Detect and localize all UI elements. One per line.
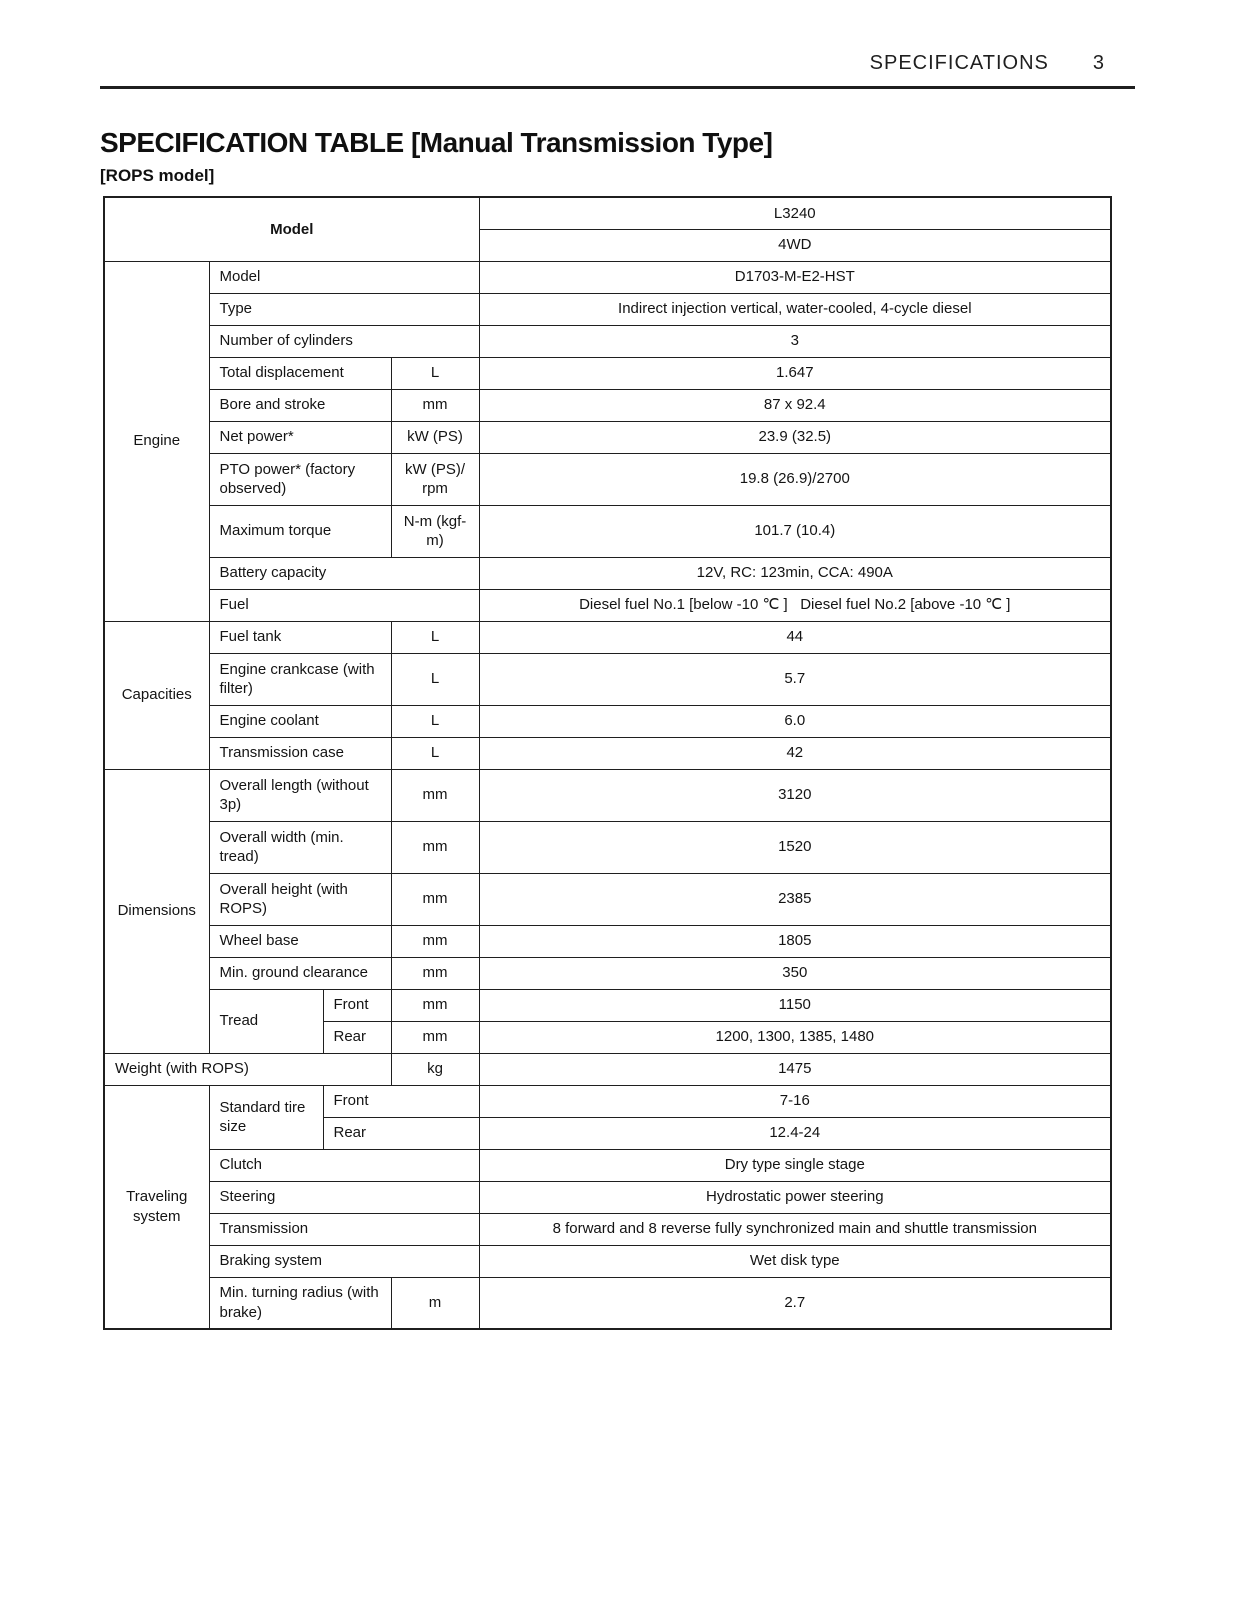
braking-label: Braking system: [209, 1245, 479, 1277]
engine-model-label: Model: [209, 261, 479, 293]
net-power-unit: kW (PS): [391, 421, 479, 453]
weight-value: 1475: [479, 1053, 1111, 1085]
bore-stroke-unit: mm: [391, 389, 479, 421]
table-row: [104, 925, 1111, 957]
transmission-case-label: Transmission case: [209, 737, 391, 769]
net-power-label: Net power*: [209, 421, 391, 453]
clutch-value: Dry type single stage: [479, 1149, 1111, 1181]
table-row: [104, 1181, 1111, 1213]
overall-height-value: 2385: [479, 873, 1111, 925]
table-row: [104, 653, 1111, 705]
specification-table: [103, 196, 1112, 1330]
table-row: [104, 557, 1111, 589]
max-torque-unit: N-m (kgf-m): [391, 505, 479, 557]
table-row: [104, 357, 1111, 389]
crankcase-value: 5.7: [479, 653, 1111, 705]
table-row: [104, 1245, 1111, 1277]
bore-stroke-label: Bore and stroke: [209, 389, 391, 421]
table-row: [104, 769, 1111, 821]
wheel-base-label: Wheel base: [209, 925, 391, 957]
displacement-label: Total displacement: [209, 357, 391, 389]
battery-label: Battery capacity: [209, 557, 479, 589]
table-row: [104, 1053, 1111, 1085]
overall-height-unit: mm: [391, 873, 479, 925]
header-section-title: SPECIFICATIONS: [869, 52, 1049, 74]
steering-label: Steering: [209, 1181, 479, 1213]
overall-width-label: Overall width (min. tread): [209, 821, 391, 873]
tread-rear-value: 1200, 1300, 1385, 1480: [479, 1021, 1111, 1053]
page-header: [100, 52, 1135, 75]
model-name-value: L3240: [479, 197, 1111, 229]
cylinders-value: 3: [479, 325, 1111, 357]
tire-rear-label: Rear: [323, 1117, 479, 1149]
turning-radius-unit: m: [391, 1277, 479, 1329]
transmission-case-value: 42: [479, 737, 1111, 769]
table-row: [104, 261, 1111, 293]
ground-clearance-value: 350: [479, 957, 1111, 989]
doc-subtitle: [ROPS model]: [100, 166, 215, 185]
tire-front-label: Front: [323, 1085, 479, 1117]
model-header-label: Model: [104, 197, 479, 261]
weight-label: Weight (with ROPS): [104, 1053, 391, 1085]
overall-length-unit: mm: [391, 769, 479, 821]
table-row: [104, 1149, 1111, 1181]
turning-radius-value: 2.7: [479, 1277, 1111, 1329]
wheel-base-unit: mm: [391, 925, 479, 957]
pto-power-unit: kW (PS)/ rpm: [391, 453, 479, 505]
tire-size-label: Standard tire size: [209, 1085, 323, 1149]
table-row: [104, 197, 1111, 229]
table-row: [104, 821, 1111, 873]
table-row: [104, 421, 1111, 453]
table-row: [104, 737, 1111, 769]
coolant-value: 6.0: [479, 705, 1111, 737]
battery-value: 12V, RC: 123min, CCA: 490A: [479, 557, 1111, 589]
tire-front-value: 7-16: [479, 1085, 1111, 1117]
tread-label: Tread: [209, 989, 323, 1053]
fuel-tank-unit: L: [391, 621, 479, 653]
table-row: [104, 1213, 1111, 1245]
coolant-unit: L: [391, 705, 479, 737]
engine-type-value: Indirect injection vertical, water-cooled, 4-cycle diesel: [479, 293, 1111, 325]
tread-front-unit: mm: [391, 989, 479, 1021]
braking-value: Wet disk type: [479, 1245, 1111, 1277]
overall-height-label: Overall height (with ROPS): [209, 873, 391, 925]
crankcase-unit: L: [391, 653, 479, 705]
turning-radius-label: Min. turning radius (with brake): [209, 1277, 391, 1329]
doc-title: SPECIFICATION TABLE [Manual Transmission Type]: [100, 127, 773, 158]
ground-clearance-unit: mm: [391, 957, 479, 989]
overall-width-unit: mm: [391, 821, 479, 873]
fuel-value: Diesel fuel No.1 [below -10 ℃ ] Diesel fuel No.2 [above -10 ℃ ]: [479, 589, 1111, 621]
clutch-label: Clutch: [209, 1149, 479, 1181]
crankcase-label: Engine crankcase (with filter): [209, 653, 391, 705]
net-power-value: 23.9 (32.5): [479, 421, 1111, 453]
tread-rear-unit: mm: [391, 1021, 479, 1053]
bore-stroke-value: 87 x 92.4: [479, 389, 1111, 421]
max-torque-value: 101.7 (10.4): [479, 505, 1111, 557]
overall-length-value: 3120: [479, 769, 1111, 821]
tread-front-label: Front: [323, 989, 391, 1021]
table-row: [104, 957, 1111, 989]
table-row: [104, 1085, 1111, 1117]
table-row: [104, 293, 1111, 325]
table-row: [104, 453, 1111, 505]
table-row: [104, 705, 1111, 737]
table-row: [104, 1277, 1111, 1329]
tread-rear-label: Rear: [323, 1021, 391, 1053]
table-row: [104, 873, 1111, 925]
tread-front-value: 1150: [479, 989, 1111, 1021]
section-label-traveling-system: Traveling system: [104, 1085, 209, 1329]
fuel-tank-value: 44: [479, 621, 1111, 653]
steering-value: Hydrostatic power steering: [479, 1181, 1111, 1213]
transmission-label: Transmission: [209, 1213, 479, 1245]
transmission-case-unit: L: [391, 737, 479, 769]
fuel-label: Fuel: [209, 589, 479, 621]
pto-power-value: 19.8 (26.9)/2700: [479, 453, 1111, 505]
displacement-value: 1.647: [479, 357, 1111, 389]
section-label-dimensions: Dimensions: [104, 769, 209, 1053]
fuel-tank-label: Fuel tank: [209, 621, 391, 653]
table-row: [104, 505, 1111, 557]
displacement-unit: L: [391, 357, 479, 389]
table-row: [104, 389, 1111, 421]
engine-model-value: D1703-M-E2-HST: [479, 261, 1111, 293]
header-rule: [100, 86, 1135, 89]
section-label-engine: Engine: [104, 261, 209, 621]
drive-type-value: 4WD: [479, 229, 1111, 261]
weight-unit: kg: [391, 1053, 479, 1085]
transmission-value: 8 forward and 8 reverse fully synchronized main and shuttle transmission: [479, 1213, 1111, 1245]
ground-clearance-label: Min. ground clearance: [209, 957, 391, 989]
table-row: [104, 989, 1111, 1021]
coolant-label: Engine coolant: [209, 705, 391, 737]
header-page-number: 3: [1092, 52, 1105, 74]
table-row: [104, 589, 1111, 621]
table-row: [104, 325, 1111, 357]
wheel-base-value: 1805: [479, 925, 1111, 957]
tire-rear-value: 12.4-24: [479, 1117, 1111, 1149]
engine-type-label: Type: [209, 293, 479, 325]
max-torque-label: Maximum torque: [209, 505, 391, 557]
overall-length-label: Overall length (without 3p): [209, 769, 391, 821]
section-label-capacities: Capacities: [104, 621, 209, 769]
table-row: [104, 621, 1111, 653]
overall-width-value: 1520: [479, 821, 1111, 873]
cylinders-label: Number of cylinders: [209, 325, 479, 357]
pto-power-label: PTO power* (factory observed): [209, 453, 391, 505]
